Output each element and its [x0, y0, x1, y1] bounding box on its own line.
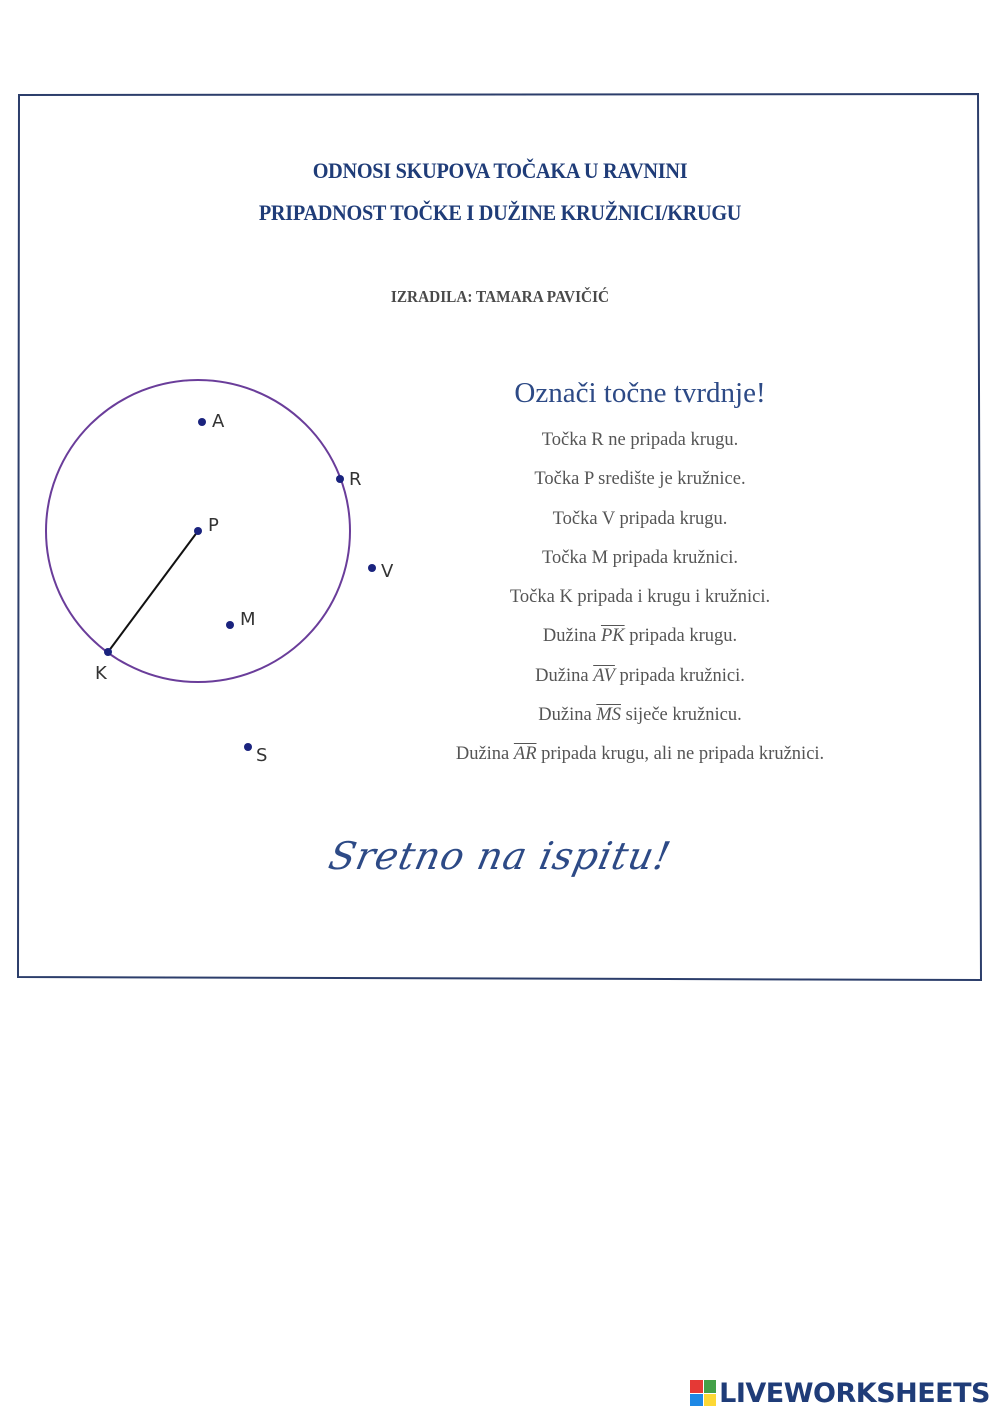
segment-label: $\overline{MS}$ — [596, 705, 621, 726]
liveworksheets-logo-icon — [690, 1380, 716, 1406]
point-label-a: A — [212, 411, 225, 432]
statement-option[interactable]: Točka K pripada i krugu i kružnici. — [509, 587, 771, 608]
statement-option[interactable]: Točka V pripada krugu. — [552, 508, 728, 529]
point-label-v: V — [381, 561, 394, 582]
circle-figure — [0, 360, 420, 780]
point-p — [194, 527, 202, 535]
point-s — [244, 743, 252, 751]
worksheet-title-line1: ODNOSI SKUPOVA TOČAKA U RAVNINI — [312, 158, 688, 183]
point-k — [104, 648, 112, 656]
segment-label: $\overline{PK}$ — [600, 626, 625, 647]
point-m — [226, 621, 234, 629]
statement-option[interactable]: Dužina $\overline{MS}$ siječe kružnicu. — [538, 705, 742, 726]
point-r — [336, 475, 344, 483]
segment-pk — [108, 531, 198, 652]
author-credit: IZRADILA: TAMARA PAVIČIĆ — [390, 287, 610, 306]
statement-option[interactable]: Dužina $\overline{AV}$ pripada kružnici. — [535, 665, 745, 686]
liveworksheets-branding — [690, 1378, 990, 1408]
statement-option[interactable]: Dužina $\overline{PK}$ pripada krugu. — [542, 626, 738, 647]
worksheet-title-line2: PRIPADNOST TOČKE I DUŽINE KRUŽNICI/KRUGU — [258, 200, 742, 225]
point-label-p: P — [208, 515, 219, 536]
segment-label: $\overline{AV}$ — [593, 665, 615, 686]
statement-option[interactable]: Dužina $\overline{AR}$ pripada krugu, ali ne pripada kružnici. — [455, 744, 825, 765]
statement-option[interactable]: Točka P središte je kružnice. — [534, 469, 746, 490]
task-heading: Označi točne tvrdnje! — [514, 377, 766, 409]
point-a — [198, 418, 206, 426]
point-label-k: K — [95, 663, 107, 684]
point-label-s: S — [256, 745, 268, 766]
segment-label: $\overline{AR}$ — [513, 744, 537, 765]
statement-option[interactable]: Točka R ne pripada krugu. — [541, 430, 739, 450]
brand-name: LIVEWORKSHEETS — [719, 1377, 990, 1409]
closing-message: Sretno na ispitu! — [324, 834, 676, 878]
statement-list — [400, 426, 880, 780]
point-v — [368, 564, 376, 572]
point-label-r: R — [349, 469, 362, 490]
point-label-m: M — [240, 609, 256, 630]
statement-option[interactable]: Točka M pripada kružnici. — [542, 547, 738, 568]
